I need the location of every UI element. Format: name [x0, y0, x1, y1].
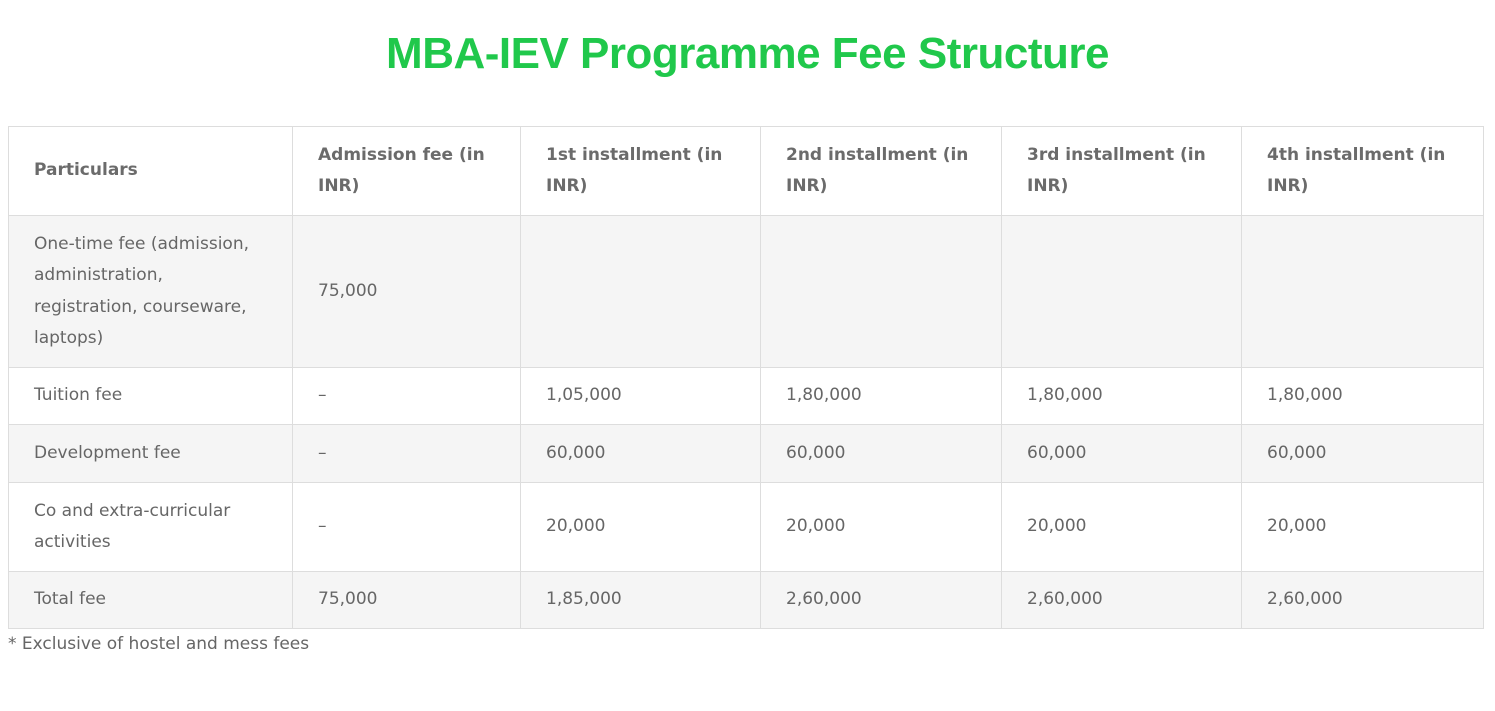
page-title: MBA-IEV Programme Fee Structure: [386, 29, 1109, 78]
header-admission-fee: Admission fee (in INR): [293, 127, 521, 216]
table-cell: 75,000: [293, 572, 521, 629]
table-cell: 75,000: [293, 216, 521, 368]
table-cell: 1,85,000: [521, 572, 761, 629]
table-cell: 1,80,000: [1002, 368, 1242, 425]
header-1st-installment: 1st installment (in INR): [521, 127, 761, 216]
table-row: [9, 425, 1484, 483]
header-3rd-installment: 3rd installment (in INR): [1002, 127, 1242, 216]
table-row-total: [9, 572, 1484, 629]
table-cell: 1,80,000: [761, 368, 1002, 425]
table-header-row: [9, 127, 1484, 216]
table-cell: 2,60,000: [761, 572, 1002, 629]
table-cell: 20,000: [521, 483, 761, 572]
footnote: * Exclusive of hostel and mess fees: [8, 634, 310, 654]
table-cell: 20,000: [1242, 483, 1484, 572]
table-cell: Development fee: [9, 425, 293, 483]
table-cell: [1002, 216, 1242, 368]
table-cell: Co and extra-curricular activities: [9, 483, 293, 572]
table-cell: 60,000: [521, 425, 761, 483]
table-cell: 1,80,000: [1242, 368, 1484, 425]
table-row: [9, 216, 1484, 368]
table-cell: Tuition fee: [9, 368, 293, 425]
table-cell: 2,60,000: [1242, 572, 1484, 629]
table-cell: 2,60,000: [1002, 572, 1242, 629]
table-cell: –: [293, 483, 521, 572]
table-cell: 20,000: [761, 483, 1002, 572]
fee-structure-table: [8, 126, 1484, 629]
table-cell: Total fee: [9, 572, 293, 629]
header-2nd-installment: 2nd installment (in INR): [761, 127, 1002, 216]
table-cell: [521, 216, 761, 368]
table-cell: –: [293, 368, 521, 425]
table-row: [9, 483, 1484, 572]
table-cell: [1242, 216, 1484, 368]
table-cell: [761, 216, 1002, 368]
header-particulars: Particulars: [9, 127, 293, 216]
table-cell: –: [293, 425, 521, 483]
table-cell: 20,000: [1002, 483, 1242, 572]
table-cell: 1,05,000: [521, 368, 761, 425]
header-4th-installment: 4th installment (in INR): [1242, 127, 1484, 216]
table-cell: 60,000: [1242, 425, 1484, 483]
table-row: [9, 368, 1484, 425]
table-cell: 60,000: [1002, 425, 1242, 483]
table-cell: 60,000: [761, 425, 1002, 483]
table-cell: One-time fee (admission, administration, registration, courseware, laptops): [9, 216, 293, 368]
